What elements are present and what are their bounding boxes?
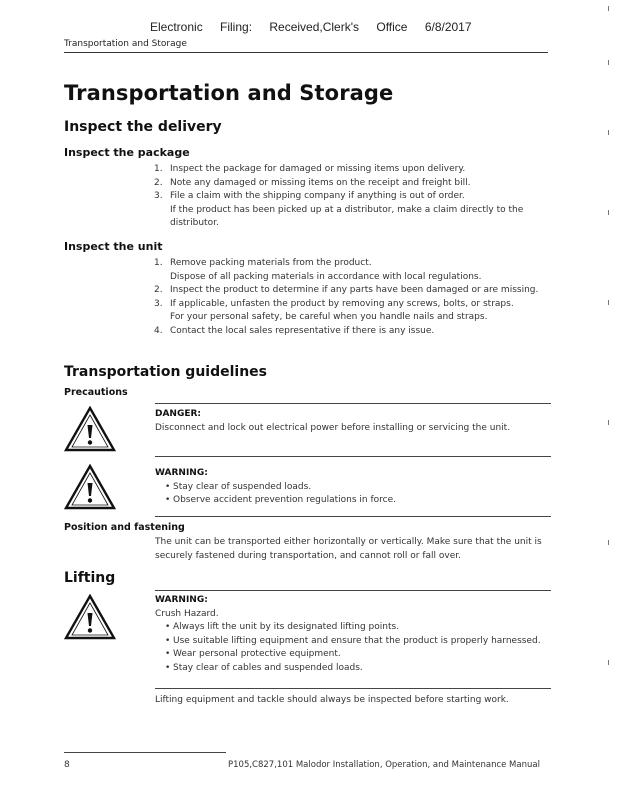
subheading-inspect-package: Inspect the package: [64, 146, 190, 159]
footer-manual-title: P105,C827,101 Malodor Installation, Operation, and Maintenance Manual: [228, 760, 540, 770]
scan-edge-mark: [608, 540, 609, 545]
warning-triangle-icon: [64, 406, 116, 452]
subheading-inspect-unit: Inspect the unit: [64, 240, 163, 253]
list-item: [154, 163, 549, 177]
header-rule: [64, 52, 548, 53]
lifting-warning-intro: Crush Hazard.: [155, 608, 219, 619]
list-item: • Observe accident prevention regulations in force.: [165, 494, 551, 508]
list-item: [154, 284, 549, 298]
danger-text: Disconnect and lock out electrical power before installing or servicing the unit.: [155, 422, 511, 433]
step-text: File a claim with the shipping company if anything is out of order.: [170, 191, 465, 201]
step-number: 2.: [154, 177, 163, 188]
unit-steps-list: [154, 257, 549, 338]
step-text: If applicable, unfasten the product by removing any screws, bolts, or straps.: [170, 298, 514, 309]
list-item: • Wear personal protective equipment.: [165, 648, 551, 662]
step-number: 1.: [154, 164, 163, 174]
section-heading-lifting: Lifting: [64, 570, 116, 586]
list-item: • Use suitable lifting equipment and ensure that the product is properly harnessed.: [165, 635, 551, 649]
subheading-position-fastening: Position and fastening: [64, 522, 185, 533]
section-heading-transport: Transportation guidelines: [64, 364, 267, 380]
scan-edge-mark: [608, 130, 609, 135]
step-text: Note any damaged or missing items on the receipt and freight bill.: [170, 177, 471, 188]
subheading-precautions: Precautions: [64, 387, 128, 398]
danger-block: [155, 408, 551, 435]
step-text: Contact the local sales representative if there is any issue.: [170, 325, 435, 336]
scan-edge-mark: [608, 660, 609, 665]
danger-top-rule: [155, 403, 551, 404]
step-number: 3.: [154, 191, 163, 201]
warning-list: [155, 481, 551, 508]
warning-triangle-icon: [64, 594, 116, 640]
step-subtext: Dispose of all packing materials in accordance with local regulations.: [170, 271, 482, 282]
list-item: • Stay clear of cables and suspended loads.: [165, 662, 551, 676]
step-text: Inspect the product to determine if any parts have been damaged or are missing.: [170, 285, 539, 295]
list-item: • Always lift the unit by its designated lifting points.: [165, 621, 551, 635]
danger-label: DANGER:: [155, 409, 202, 419]
list-item: [154, 325, 549, 339]
step-text: Remove packing materials from the product.: [170, 258, 372, 268]
warning-block: [155, 467, 551, 508]
step-number: 2.: [154, 285, 163, 295]
lifting-warning-block: [155, 594, 551, 675]
footer-rule: [64, 752, 226, 753]
step-text: Inspect the package for damaged or missing items upon delivery.: [170, 164, 466, 174]
list-item: [154, 257, 549, 284]
danger-bottom-rule: [155, 456, 551, 457]
lifting-note: Lifting equipment and tackle should always be inspected before starting work.: [155, 695, 509, 705]
warning-label: WARNING:: [155, 468, 208, 478]
step-subtext: If the product has been picked up at a distributor, make a claim directly to the distributor.: [170, 204, 524, 228]
filing-stamp: Electronic Filing: Received,Clerk's Office 6/8/2017: [150, 20, 472, 34]
list-item: [154, 177, 549, 191]
lifting-top-rule: [155, 590, 551, 591]
scan-edge-mark: [608, 300, 609, 305]
list-item: • Stay clear of suspended loads.: [165, 481, 551, 495]
lifting-warning-label: WARNING:: [155, 595, 208, 605]
running-header: Transportation and Storage: [64, 39, 187, 49]
lifting-bottom-rule: [155, 688, 551, 689]
page-title: Transportation and Storage: [64, 81, 394, 105]
warning-bottom-rule: [155, 516, 551, 517]
page-number: 8: [64, 760, 70, 770]
step-number: 1.: [154, 258, 163, 268]
list-item: [154, 190, 549, 231]
scan-edge-mark: [608, 420, 609, 425]
scan-edge-mark: [608, 6, 609, 11]
warning-triangle-icon: [64, 464, 116, 510]
position-text: The unit can be transported either horizontally or vertically. Make sure that the unit is securely fastened during transportation, and cannot roll or fall over.: [155, 537, 542, 561]
step-number: 3.: [154, 298, 163, 309]
scan-edge-mark: [608, 60, 609, 65]
step-number: 4.: [154, 325, 163, 336]
scan-edge-mark: [608, 210, 609, 215]
package-steps-list: [154, 163, 549, 231]
lifting-warning-list: [155, 621, 551, 675]
section-heading-inspect-delivery: Inspect the delivery: [64, 119, 222, 135]
step-subtext: For your personal safety, be careful when you handle nails and straps.: [170, 312, 488, 322]
list-item: [154, 298, 549, 325]
